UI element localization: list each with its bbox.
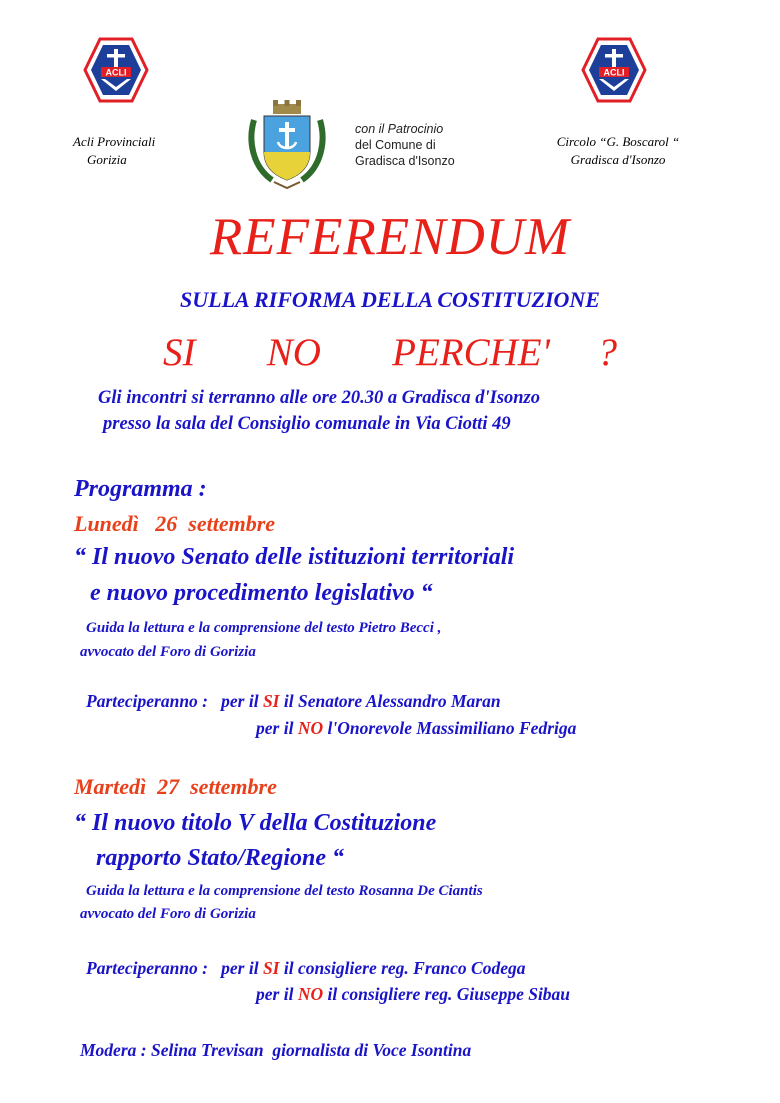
acli-logo-icon <box>581 37 647 103</box>
no-prefix: per il <box>256 984 298 1004</box>
no-word: NO <box>297 718 324 738</box>
svg-text:ACLI: ACLI <box>603 67 625 78</box>
si-speaker: il Senatore Alessandro Maran <box>279 691 501 711</box>
session-2-date: Martedì 27 settembre <box>74 774 277 799</box>
participants-label: Parteciperanno : <box>86 958 209 978</box>
right-org-line2: Gradisca d'Isonzo <box>570 152 666 167</box>
patronage-text <box>355 121 455 169</box>
si-prefix: per il <box>221 691 263 711</box>
left-org-name <box>73 133 155 169</box>
session-1-date: Lunedì 26 settembre <box>74 511 276 536</box>
session-2-guide-line2: avvocato del Foro di Gorizia <box>80 906 256 922</box>
session-2-topic-line1: “ Il nuovo titolo V della Costituzione <box>74 810 437 836</box>
session-1-no-line <box>256 718 576 739</box>
program-heading: Programma : <box>74 476 207 502</box>
si-word: SI <box>262 958 280 978</box>
venue-line2: presso la sala del Consiglio comunale in Via Ciotti 49 <box>103 414 511 434</box>
acli-logo-left <box>83 37 149 108</box>
no-word: NO <box>297 984 324 1004</box>
moderator-line: Modera : Selina Trevisan giornalista di Voce Isontina <box>80 1040 472 1060</box>
left-org-line1: Acli Provinciali <box>73 134 156 149</box>
session-2-no-line <box>256 984 570 1005</box>
session-1-topic-line2: e nuovo procedimento legislativo “ <box>90 580 433 606</box>
patronage-line2: del Comune di <box>355 138 436 152</box>
acli-logo-right <box>581 37 647 108</box>
right-org-name <box>538 133 698 169</box>
referendum-question: SI NO PERCHE' ? <box>163 331 617 374</box>
si-prefix: per il <box>221 958 263 978</box>
left-org-line2: Gorizia <box>87 152 127 167</box>
municipal-crest-icon <box>246 100 328 192</box>
patronage-line1: con il Patrocinio <box>355 122 444 136</box>
page-subtitle: SULLA RIFORMA DELLA COSTITUZIONE <box>180 287 600 312</box>
session-2-guide-line1: Guida la lettura e la comprensione del testo Rosanna De Ciantis <box>86 883 483 899</box>
session-1-si-line <box>86 691 501 712</box>
no-prefix: per il <box>256 718 298 738</box>
session-1-guide-line2: avvocato del Foro di Gorizia <box>80 644 256 660</box>
venue-line1: Gli incontri si terranno alle ore 20.30 a Gradisca d'Isonzo <box>98 388 541 408</box>
svg-text:ACLI: ACLI <box>105 67 127 78</box>
participants-label: Parteciperanno : <box>86 691 209 711</box>
page-title: REFERENDUM <box>209 208 571 266</box>
si-word: SI <box>262 691 280 711</box>
no-speaker: il consigliere reg. Giuseppe Sibau <box>323 984 571 1004</box>
session-1-topic-line1: “ Il nuovo Senato delle istituzioni territoriali <box>74 544 515 570</box>
municipal-crest <box>246 100 328 197</box>
session-1-guide-line1: Guida la lettura e la comprensione del testo Pietro Becci , <box>86 620 442 636</box>
acli-logo-icon <box>83 37 149 103</box>
session-2-si-line <box>86 958 525 979</box>
si-speaker: il consigliere reg. Franco Codega <box>279 958 526 978</box>
session-2-topic-line2: rapporto Stato/Regione “ <box>96 845 345 871</box>
patronage-line3: Gradisca d'Isonzo <box>355 154 455 168</box>
no-speaker: l'Onorevole Massimiliano Fedriga <box>323 718 577 738</box>
right-org-line1: Circolo “G. Boscarol “ <box>556 134 680 149</box>
